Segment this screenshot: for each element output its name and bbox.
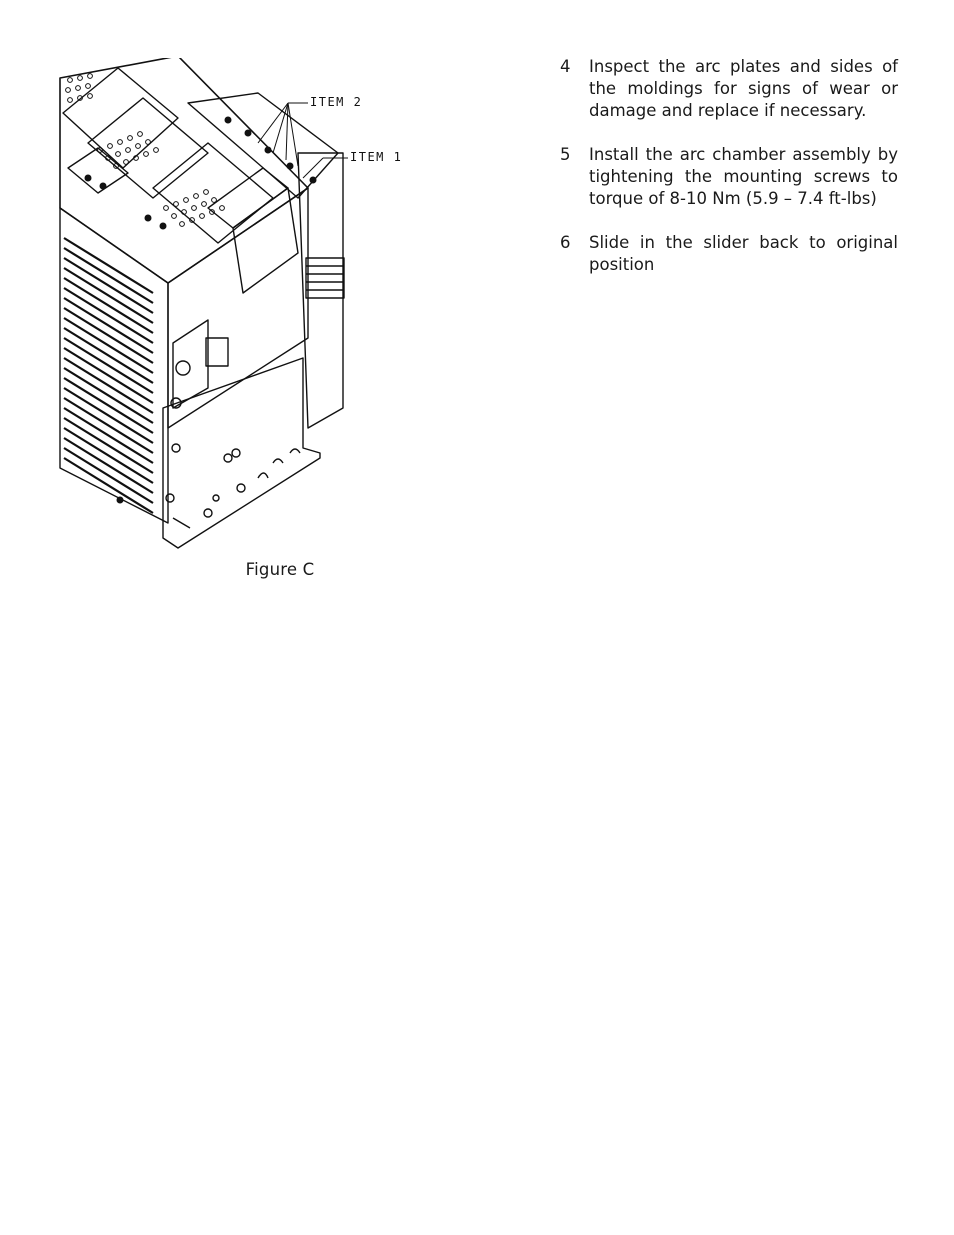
step-number: 6 — [560, 233, 571, 252]
step-number: 5 — [560, 145, 571, 164]
callout-item-2: ITEM 2 — [310, 95, 363, 109]
step-6 — [560, 232, 898, 276]
callout-item-1: ITEM 1 — [350, 150, 403, 164]
step-5 — [560, 144, 898, 210]
instruction-steps — [560, 56, 898, 298]
figure-c-drawing — [58, 58, 403, 558]
step-text: Install the arc chamber assembly by tightening the mounting screws to torque of 8-10 Nm (5.9 – 7.4 ft-lbs) — [589, 145, 898, 208]
step-text: Inspect the arc plates and sides of the moldings for signs of wear or damage and replace if necessary. — [589, 57, 898, 120]
contactor-line-drawing — [58, 58, 403, 558]
figure-caption: Figure C — [245, 560, 315, 579]
step-4 — [560, 56, 898, 122]
step-text: Slide in the slider back to original position — [589, 233, 898, 274]
step-number: 4 — [560, 57, 571, 76]
